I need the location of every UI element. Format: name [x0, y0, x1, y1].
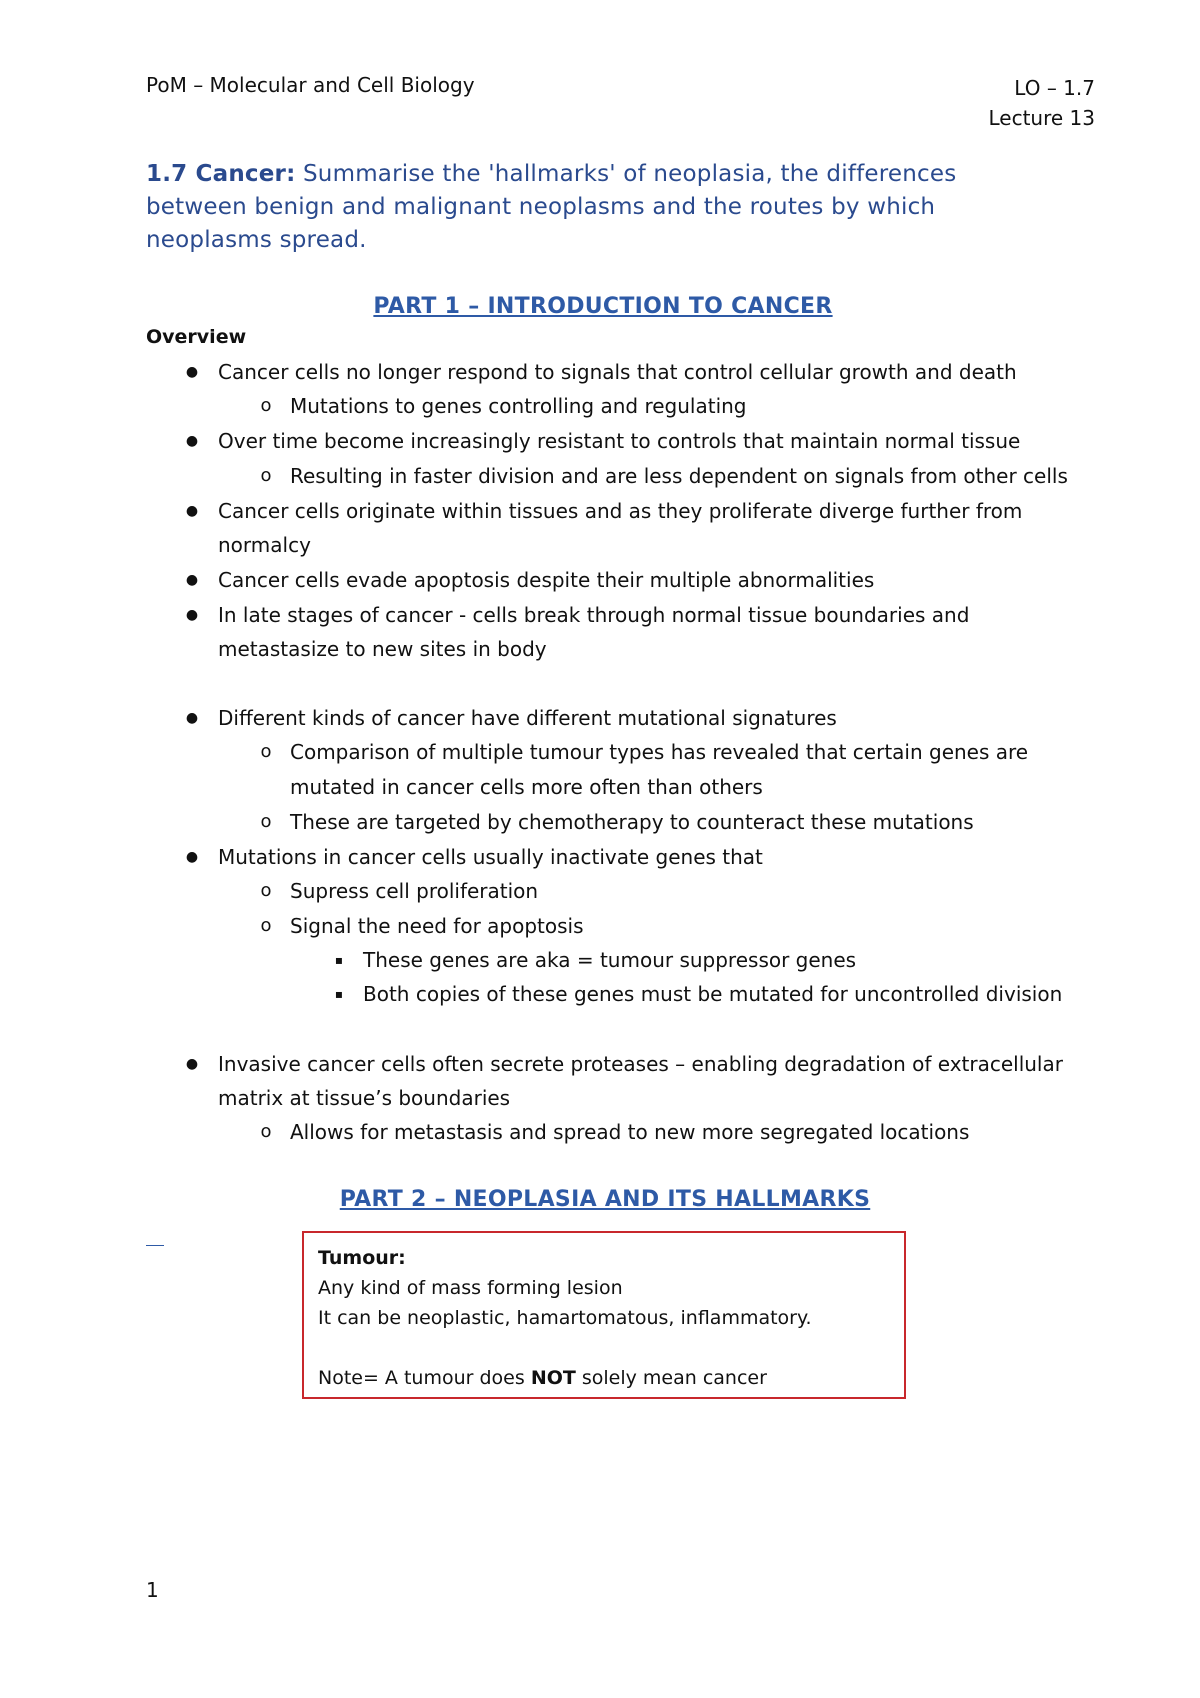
circle-bullet-icon: o: [260, 395, 272, 416]
document-header-right: [988, 73, 1095, 133]
bullet-icon: ●: [185, 572, 199, 588]
bullet-icon: ●: [185, 433, 199, 449]
learning-objective: [146, 158, 1026, 257]
square-bullet-icon: ▪: [334, 953, 344, 967]
bullet-icon: ●: [185, 710, 199, 726]
part2-heading: PART 2 – NEOPLASIA AND ITS HALLMARKS: [339, 1187, 871, 1212]
box-spacer: [318, 1333, 890, 1363]
box-line: It can be neoplastic, hamartomatous, inflammatory.: [318, 1307, 812, 1329]
circle-bullet-icon: o: [260, 880, 272, 901]
square-bullet-icon: ▪: [334, 987, 344, 1001]
bullet-icon: ●: [185, 364, 199, 380]
circle-bullet-icon: o: [260, 915, 272, 936]
circle-bullet-icon: o: [260, 465, 272, 486]
stray-underline: [146, 1245, 164, 1246]
objective-text: Summarise the 'hallmarks' of neoplasia, the differences between benign and malignant neoplasms and the routes by which neoplasms spread.: [146, 161, 957, 253]
bullet-icon: ●: [185, 607, 199, 623]
circle-bullet-icon: o: [260, 811, 272, 832]
box-line: Any kind of mass forming lesion: [318, 1277, 623, 1299]
part1-heading: PART 1 – INTRODUCTION TO CANCER: [373, 294, 833, 319]
bullet-icon: ●: [185, 849, 199, 865]
page-number: 1: [146, 1578, 159, 1602]
objective-label: 1.7 Cancer:: [146, 161, 296, 187]
bullet-icon: ●: [185, 1056, 199, 1072]
overview-label: Overview: [146, 326, 247, 348]
circle-bullet-icon: o: [260, 741, 272, 762]
learning-objective-code: LO – 1.7: [1014, 76, 1095, 100]
lecture-number: Lecture 13: [988, 106, 1095, 130]
bullet-icon: ●: [185, 503, 199, 519]
document-header-left: PoM – Molecular and Cell Biology: [146, 73, 475, 97]
circle-bullet-icon: o: [260, 1121, 272, 1142]
tumour-definition-box: [302, 1231, 906, 1399]
box-note: Note= A tumour does NOT solely mean cancer: [318, 1367, 767, 1389]
box-title: Tumour:: [318, 1247, 406, 1269]
